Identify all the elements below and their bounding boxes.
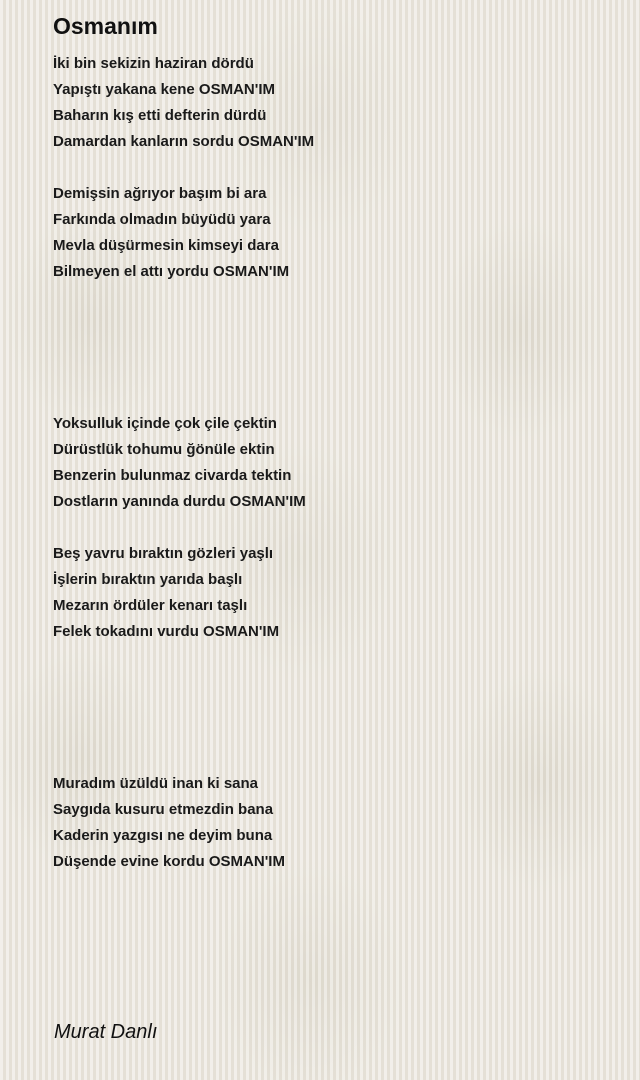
poem-line: Beş yavru bıraktın gözleri yaşlı	[53, 545, 274, 562]
poem-line: Saygıda kusuru etmezdin bana	[53, 801, 274, 818]
poem-line: Bilmeyen el attı yordu OSMAN'IM	[53, 263, 290, 280]
poem-title: Osmanım	[53, 13, 158, 39]
stanza	[53, 411, 306, 515]
poem-line: Düşende evine kordu OSMAN'IM	[53, 853, 285, 870]
poem-line: Demişsin ağrıyor başım bi ara	[53, 185, 267, 202]
poem-line: Mezarın ördüler kenarı taşlı	[53, 597, 248, 614]
poem-line: Dürüstlük tohumu ğönüle ektin	[53, 441, 275, 458]
stanza	[53, 541, 279, 645]
stanza	[53, 51, 314, 155]
stanza	[53, 771, 285, 875]
poem-line: Felek tokadını vurdu OSMAN'IM	[53, 623, 280, 640]
poem-line: Muradım üzüldü inan ki sana	[53, 775, 259, 792]
poem-line: İki bin sekizin haziran dördü	[53, 55, 254, 72]
poem-line: Benzerin bulunmaz civarda tektin	[53, 467, 292, 484]
poem-line: Farkında olmadın büyüdü yara	[53, 211, 271, 228]
stanza	[53, 181, 289, 285]
poem-line: Mevla düşürmesin kimseyi dara	[53, 237, 279, 254]
poem-line: Dostların yanında durdu OSMAN'IM	[53, 493, 306, 510]
poem-line: Yoksulluk içinde çok çile çektin	[53, 415, 277, 432]
poem-author: Murat Danlı	[54, 1021, 158, 1043]
poem-line: Baharın kış etti defterin dürdü	[53, 107, 267, 124]
poem-line: Yapıştı yakana kene OSMAN'IM	[53, 81, 275, 98]
poem-line: İşlerin bıraktın yarıda başlı	[53, 571, 243, 588]
poem-line: Damardan kanların sordu OSMAN'IM	[53, 133, 315, 150]
poem-line: Kaderin yazgısı ne deyim buna	[53, 827, 273, 844]
